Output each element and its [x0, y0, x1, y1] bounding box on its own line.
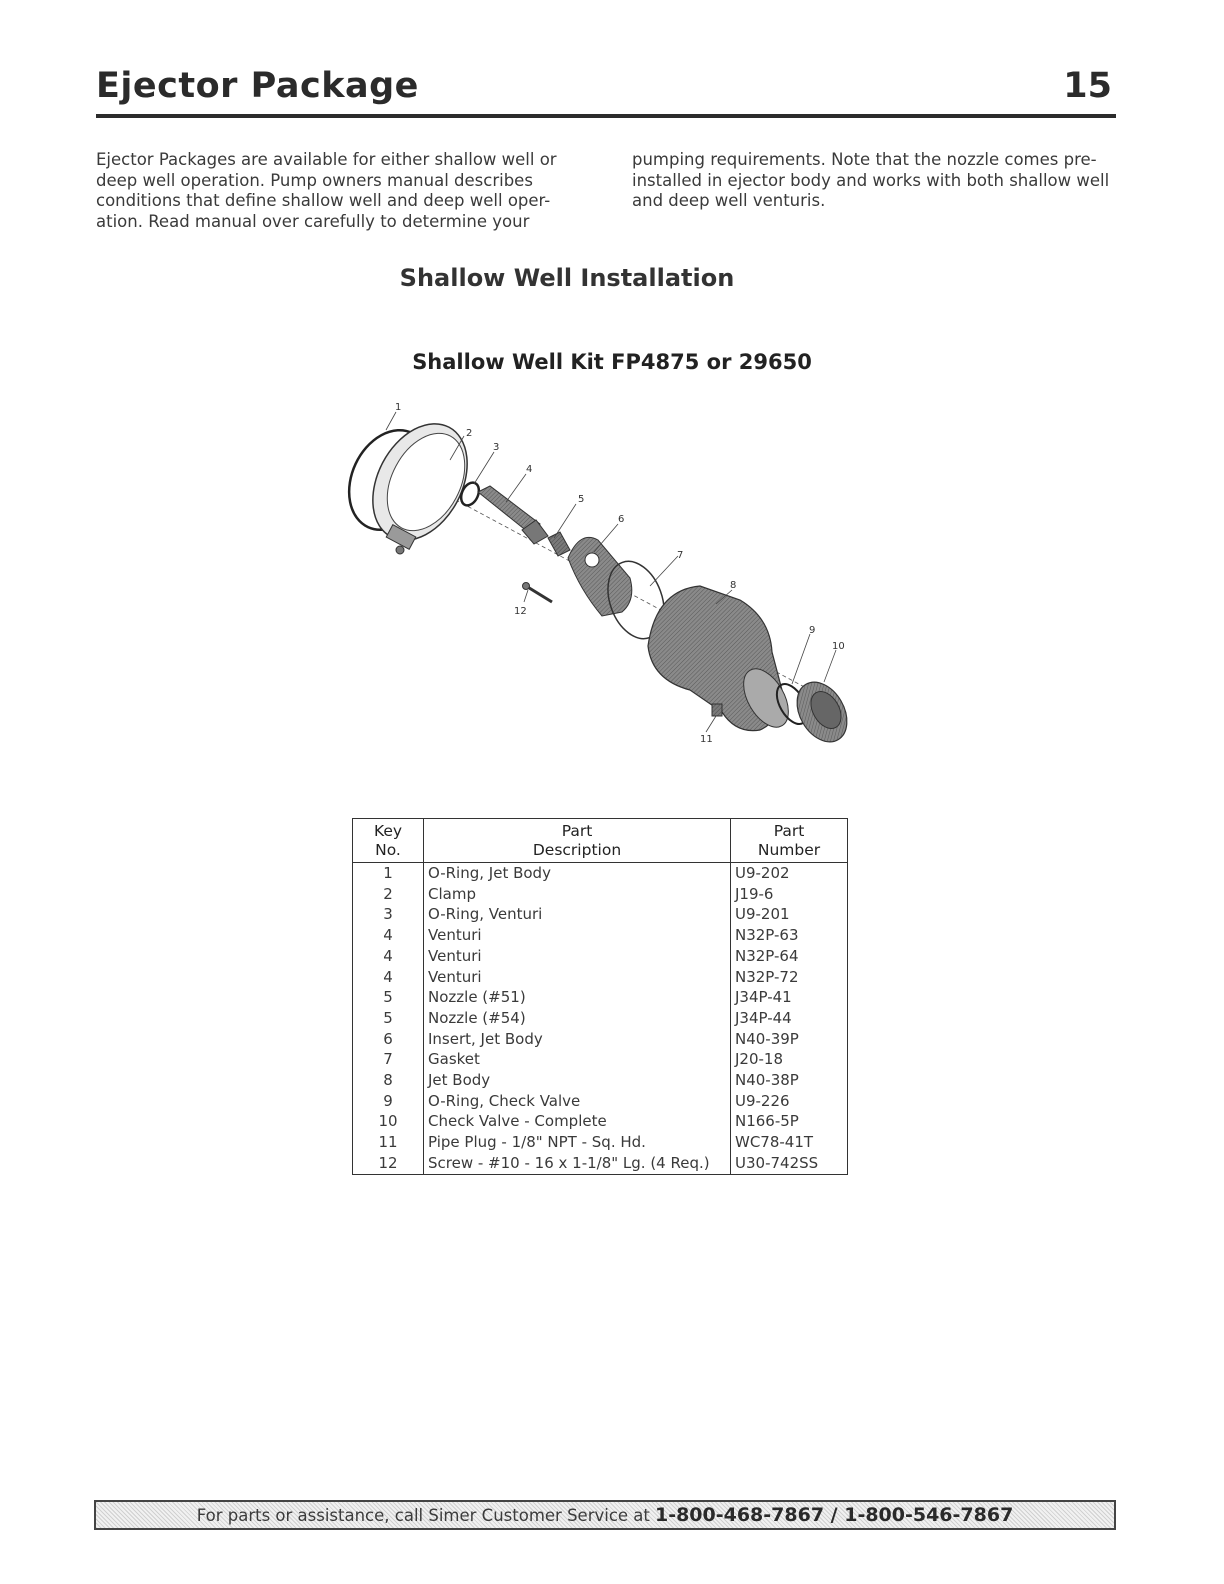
cell-description: Venturi	[424, 967, 731, 988]
header-key-line2: No.	[375, 841, 401, 859]
cell-description: Clamp	[424, 884, 731, 905]
cell-part-number: U9-201	[731, 904, 848, 925]
callout-6: 6	[618, 514, 625, 525]
footer-text: For parts or assistance, call Simer Customer Service at	[196, 1506, 650, 1525]
part-11-pipe-plug	[712, 704, 722, 716]
cell-part-number: N40-38P	[731, 1070, 848, 1091]
table-row	[353, 1132, 848, 1153]
cell-key: 6	[353, 1029, 424, 1050]
callout-2: 2	[466, 428, 473, 439]
callout-8: 8	[730, 580, 737, 591]
cell-part-number: U9-202	[731, 863, 848, 884]
cell-part-number: N32P-72	[731, 967, 848, 988]
part-4-venturi	[478, 486, 548, 544]
cell-description: O-Ring, Venturi	[424, 904, 731, 925]
intro-paragraph	[96, 150, 1118, 232]
callout-3: 3	[493, 442, 500, 453]
cell-key: 2	[353, 884, 424, 905]
cell-key: 11	[353, 1132, 424, 1153]
callout-11: 11	[700, 734, 713, 745]
header-key-line1: Key	[373, 822, 403, 840]
cell-part-number: N32P-63	[731, 925, 848, 946]
cell-key: 8	[353, 1070, 424, 1091]
intro-text: Ejector Packages are available for either shallow well or deep well operation. Pump owners manual describes conditions that define shallow well and deep well oper-ation. Read manual over carefully to determine your pumping requirements. Note that the nozzle comes pre-installed in ejector body and works with both shallow well and deep well venturis.	[96, 150, 1110, 231]
cell-description: O-Ring, Jet Body	[424, 863, 731, 884]
header-key-no	[353, 819, 424, 863]
header-part-description	[424, 819, 731, 863]
header-part-line1: Part	[561, 822, 593, 840]
cell-part-number: U30-742SS	[731, 1153, 848, 1174]
cell-key: 5	[353, 987, 424, 1008]
header-part-line2: Description	[532, 841, 622, 859]
cell-key: 5	[353, 1008, 424, 1029]
cell-key: 1	[353, 863, 424, 884]
part-10-check-valve	[787, 673, 857, 750]
cell-description: Jet Body	[424, 1070, 731, 1091]
table-row	[353, 1091, 848, 1112]
cell-key: 4	[353, 967, 424, 988]
cell-part-number: J20-18	[731, 1049, 848, 1070]
cell-description: Nozzle (#54)	[424, 1008, 731, 1029]
header-num-line2: Number	[757, 841, 821, 859]
cell-key: 3	[353, 904, 424, 925]
part-8-jet-body	[648, 586, 798, 735]
table-row	[353, 1008, 848, 1029]
cell-description: Nozzle (#51)	[424, 987, 731, 1008]
callout-7: 7	[677, 550, 684, 561]
callout-4: 4	[526, 464, 533, 475]
table-row	[353, 863, 848, 884]
cell-part-number: U9-226	[731, 1091, 848, 1112]
table-row	[353, 1029, 848, 1050]
callout-9: 9	[809, 625, 816, 636]
callout-10: 10	[832, 641, 845, 652]
cell-key: 10	[353, 1111, 424, 1132]
kit-title: Shallow Well Kit FP4875 or 29650	[412, 350, 812, 374]
cell-part-number: J34P-44	[731, 1008, 848, 1029]
callout-12: 12	[514, 606, 527, 617]
footer-phone-numbers: 1-800-468-7867 / 1-800-546-7867	[654, 1504, 1014, 1526]
cell-key: 4	[353, 946, 424, 967]
cell-key: 4	[353, 925, 424, 946]
cell-key: 7	[353, 1049, 424, 1070]
part-5-nozzle	[548, 532, 570, 556]
page-number: 15	[1063, 66, 1112, 106]
page-header	[96, 60, 1116, 118]
part-6-insert	[568, 537, 632, 616]
cell-key: 12	[353, 1153, 424, 1174]
table-row	[353, 1153, 848, 1174]
parts-table-header	[353, 819, 848, 863]
cell-part-number: WC78-41T	[731, 1132, 848, 1153]
table-row	[353, 884, 848, 905]
table-row	[353, 987, 848, 1008]
header-part-number	[731, 819, 848, 863]
cell-key: 9	[353, 1091, 424, 1112]
callout-5: 5	[578, 494, 585, 505]
cell-description: Screw - #10 - 16 x 1-1/8" Lg. (4 Req.)	[424, 1153, 731, 1174]
cell-description: Insert, Jet Body	[424, 1029, 731, 1050]
exploded-parts-diagram	[330, 390, 870, 750]
cell-description: Venturi	[424, 946, 731, 967]
section-title	[0, 264, 1224, 292]
cell-description: Venturi	[424, 925, 731, 946]
table-row	[353, 1111, 848, 1132]
page-title: Ejector Package	[96, 66, 419, 106]
table-row	[353, 967, 848, 988]
section-title-text: Shallow Well Installation	[399, 264, 735, 292]
table-row	[353, 904, 848, 925]
table-row	[353, 946, 848, 967]
cell-part-number: J34P-41	[731, 987, 848, 1008]
table-row	[353, 925, 848, 946]
cell-description: Pipe Plug - 1/8" NPT - Sq. Hd.	[424, 1132, 731, 1153]
cell-part-number: N40-39P	[731, 1029, 848, 1050]
footer-banner	[94, 1500, 1116, 1530]
cell-description: Check Valve - Complete	[424, 1111, 731, 1132]
cell-description: O-Ring, Check Valve	[424, 1091, 731, 1112]
cell-description: Gasket	[424, 1049, 731, 1070]
header-num-line1: Part	[773, 822, 805, 840]
table-row	[353, 1049, 848, 1070]
cell-part-number: N166-5P	[731, 1111, 848, 1132]
table-row	[353, 1070, 848, 1091]
parts-table	[352, 818, 848, 1175]
cell-part-number: J19-6	[731, 884, 848, 905]
callout-1: 1	[395, 402, 402, 413]
cell-part-number: N32P-64	[731, 946, 848, 967]
